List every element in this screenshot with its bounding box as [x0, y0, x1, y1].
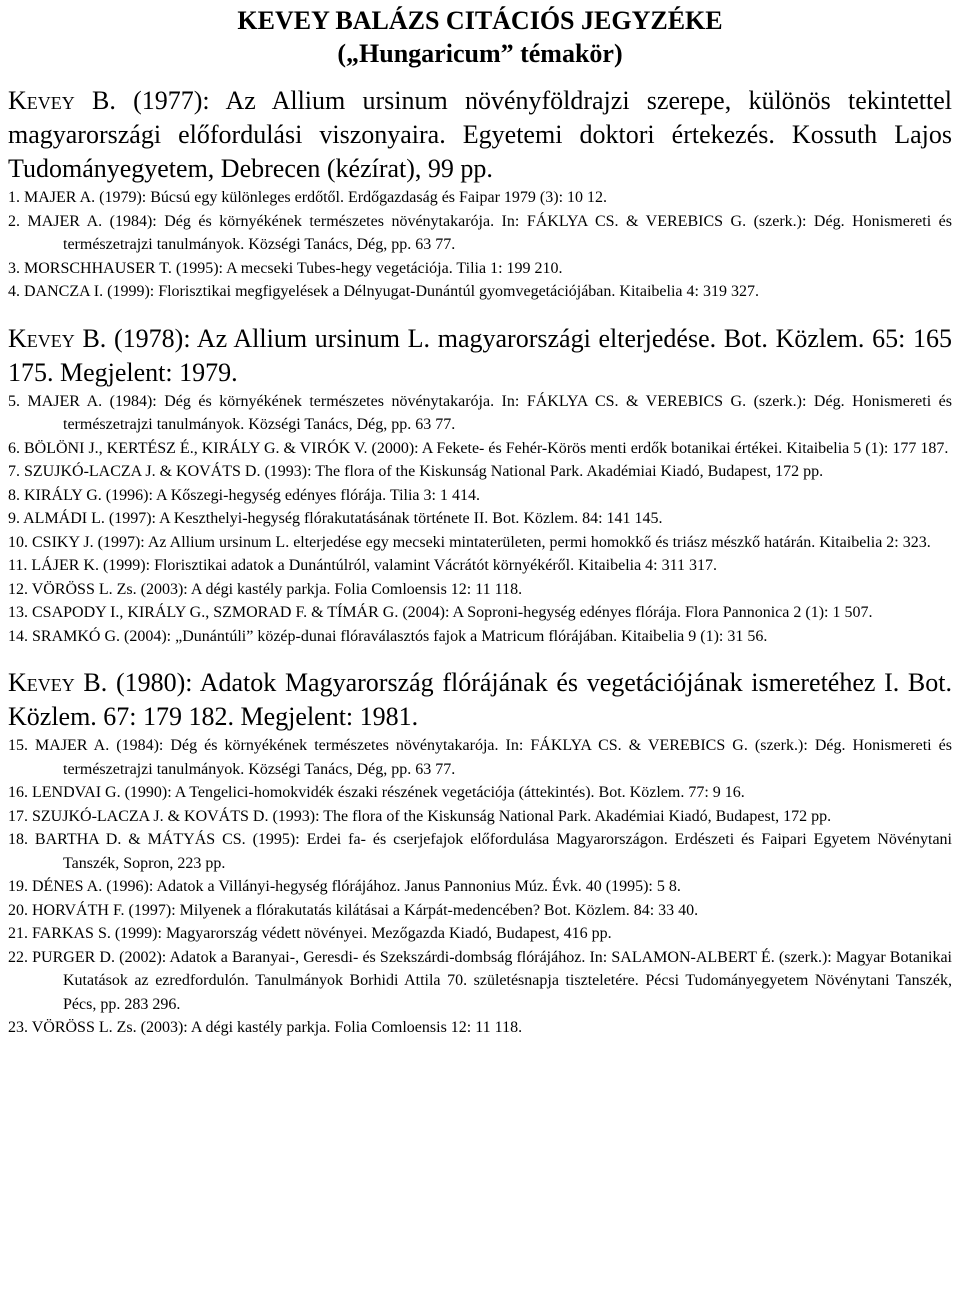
main-reference-3: [8, 666, 952, 734]
citation-item: 2. MAJER A. (1984): Dég és környékének természetes növénytakarója. In: FÁKLYA CS. & VEREBICS G. (szerk.): Dég. Honismereti és természetrajzi tanulmányok. Községi Tanács, Dég, pp. 63 77.: [8, 212, 952, 253]
citation-item: 17. SZUJKÓ-LACZA J. & KOVÁTS D. (1993): The flora of the Kiskunság National Park. Akadémiai Kiadó, Budapest, 172 pp.: [8, 807, 832, 825]
citation-item: 14. SRAMKÓ G. (2004): „Dunántúli” közép-dunai flóraválasztós fajok a Matricum flórájában. Kitaibelia 9 (1): 31 56.: [8, 627, 768, 645]
main-reference-author: Kevey B.: [8, 668, 108, 697]
main-reference-1: [8, 84, 952, 186]
citation-item: 8. KIRÁLY G. (1996): A Kőszegi-hegység edényes flórája. Tilia 3: 1 414.: [8, 486, 480, 504]
main-reference-author: Kevey B.: [8, 323, 107, 353]
citation-list-3: [8, 734, 952, 1040]
citation-item: 23. VÖRÖSS L. Zs. (2003): A dégi kastély parkja. Folia Comloensis 12: 11 118.: [8, 1019, 523, 1036]
citation-item: 16. LENDVAI G. (1990): A Tengelici-homokvidék északi részének vegetációja (áttekintés). Bot. Közlem. 77: 9 16.: [8, 784, 745, 801]
citation-item: 20. HORVÁTH F. (1997): Milyenek a flórakutatás kilátásai a Kárpát-medencében? Bot. Közlem. 84: 33 40.: [8, 901, 699, 919]
main-reference-2: [8, 322, 952, 390]
citation-item: 13. CSAPODY I., KIRÁLY G., SZMORAD F. & TÍMÁR G. (2004): A Soproni-hegység edényes flórája. Flora Pannonica 2 (1): 1 507.: [8, 604, 873, 621]
citation-list-2: [8, 390, 952, 649]
main-reference-text: (1980): Adatok Magyarország flórájának és vegetációjának ismeretéhez I. Bot. Közlem. 67: 179 182. Megjelent: 1981.: [8, 668, 952, 731]
citation-item: 22. PURGER D. (2002): Adatok a Baranyai-, Geresdi- és Szekszárdi-dombság flórájához. In: SALAMON-ALBERT É. (szerk.): Magyar Botanikai Kutatások az ezredfordulón. Tanulmányok Borhidi Attila 70. születésnapja tiszteletére. Pécsi Tudományegyetem Növénytani Tanszék, Pécs, pp. 283 296.: [8, 948, 952, 1013]
citation-item: 5. MAJER A. (1984): Dég és környékének természetes növénytakarója. In: FÁKLYA CS. & VEREBICS G. (szerk.): Dég. Honismereti és természetrajzi tanulmányok. Községi Tanács, Dég, pp. 63 77.: [8, 392, 952, 433]
citation-item: 9. ALMÁDI L. (1997): A Keszthelyi-hegység flórakutatásának története II. Bot. Közlem. 84: 141 145.: [8, 510, 663, 527]
citation-item: 11. LÁJER K. (1999): Florisztikai adatok a Dunántúlról, valamint Vácrátót környékéről. Kitaibelia 4: 311 317.: [8, 557, 718, 574]
citation-item: 12. VÖRÖSS L. Zs. (2003): A dégi kastély parkja. Folia Comloensis 12: 11 118.: [8, 580, 523, 598]
main-reference-text: (1977): Az Allium ursinum növényföldrajzi szerepe, különös tekintettel magyarországi előfordulási viszonyaira. Egyetemi doktori értekezés. Kossuth Lajos Tudományegyetem, Debrecen (kézírat), 99 pp.: [8, 86, 953, 183]
citation-item: 7. SZUJKÓ-LACZA J. & KOVÁTS D. (1993): The flora of the Kiskunság National Park. Akadémiai Kiadó, Budapest, 172 pp.: [8, 463, 824, 480]
citation-item: 15. MAJER A. (1984): Dég és környékének természetes növénytakarója. In: FÁKLYA CS. & VEREBICS G. (szerk.): Dég. Honismereti és természetrajzi tanulmányok. Községi Tanács, Dég, pp. 63 77.: [8, 737, 952, 778]
citation-item: 1. MAJER A. (1979): Búcsú egy különleges erdőtől. Erdőgazdaság és Faipar 1979 (3): 10 12.: [8, 189, 608, 206]
citation-list-1: [8, 186, 952, 304]
citation-item: 18. BARTHA D. & MÁTYÁS CS. (1995): Erdei fa- és cserjefajok előfordulása Magyarországon. Erdészeti és Faipari Egyetem Növénytani Tanszék, Sopron, 223 pp.: [8, 831, 952, 872]
citation-item: 3. MORSCHHAUSER T. (1995): A mecseki Tubes-hegy vegetációja. Tilia 1: 199 210.: [8, 259, 563, 277]
document-subtitle: („Hungaricum” témakör): [337, 39, 623, 68]
citation-item: 19. DÉNES A. (1996): Adatok a Villányi-hegység flórájához. Janus Pannonius Múz. Évk. 40 (1995): 5 8.: [8, 878, 681, 895]
citation-item: 10. CSIKY J. (1997): Az Allium ursinum L. elterjedése egy mecseki mintaterületen, permi homokkő és triász mészkő határán. Kitaibelia 2: 323.: [8, 533, 931, 551]
citation-item: 21. FARKAS S. (1999): Magyarország védett növényei. Mezőgazda Kiadó, Budapest, 416 pp.: [8, 925, 612, 942]
citation-item: 4. DANCZA I. (1999): Florisztikai megfigyelések a Délnyugat-Dunántúl gyomvegetációjában. Kitaibelia 4: 319 327.: [8, 283, 759, 300]
main-reference-text: (1978): Az Allium ursinum L. magyarországi elterjedése. Bot. Közlem. 65: 165 175. Megjelent: 1979.: [8, 323, 953, 387]
citation-item: 6. BÖLÖNI J., KERTÉSZ É., KIRÁLY G. & VIRÓK V. (2000): A Fekete- és Fehér-Körös menti erdők botanikai értékei. Kitaibelia 5 (1): 177 187.: [8, 439, 949, 457]
document-title: KEVEY BALÁZS CITÁCIÓS JEGYZÉKE: [237, 6, 723, 35]
main-reference-author: Kevey B.: [8, 86, 116, 115]
